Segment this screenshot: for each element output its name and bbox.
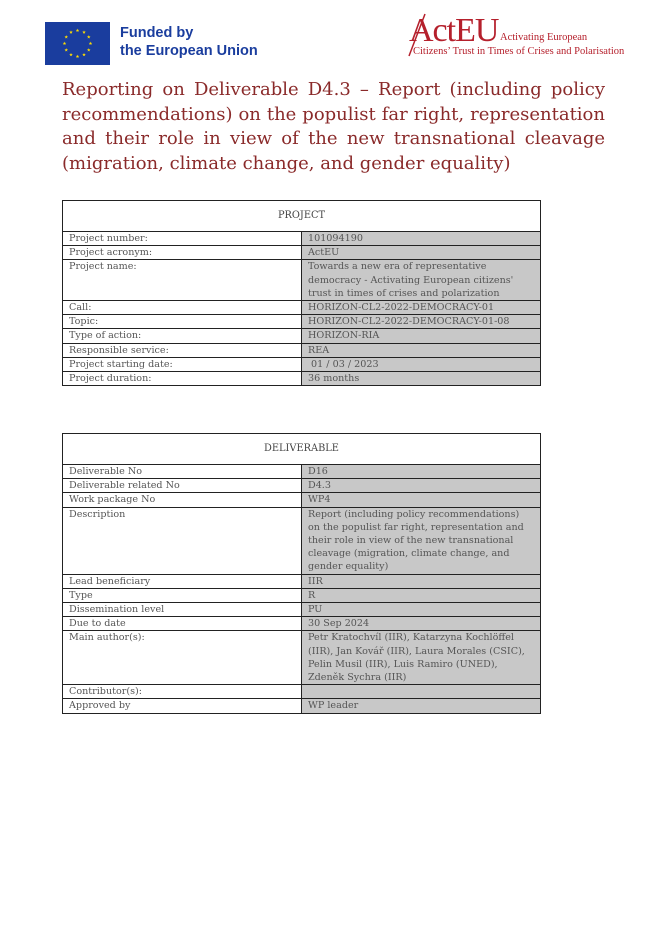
row-label: Lead beneficiary	[63, 574, 302, 588]
row-value: 01 / 03 / 2023	[302, 357, 541, 371]
table-row	[63, 246, 541, 260]
row-label: Project name:	[63, 260, 302, 301]
acteu-tagline-2: Citizens’ Trust in Times of Crises and Polarisation	[413, 46, 625, 57]
row-value: Report (including policy recommendations) on the populist far right, representation and their role in view of the new transnational cleavage (migration, climate change, and gender equality)	[302, 507, 541, 574]
row-label: Project acronym:	[63, 246, 302, 260]
deliverable-table	[62, 433, 541, 714]
table-row	[63, 699, 541, 713]
table-row	[63, 685, 541, 699]
row-label: Project number:	[63, 232, 302, 246]
row-value: Towards a new era of representative democracy - Activating European citizens' trust in times of crises and polarization	[302, 260, 541, 301]
table-row	[63, 357, 541, 371]
table-row	[63, 232, 541, 246]
row-value: 30 Sep 2024	[302, 617, 541, 631]
row-label: Project starting date:	[63, 357, 302, 371]
table-row	[63, 465, 541, 479]
deliverable-table-heading: DELIVERABLE	[63, 434, 541, 465]
row-value: HORIZON-CL2-2022-DEMOCRACY-01	[302, 301, 541, 315]
row-label: Approved by	[63, 699, 302, 713]
row-value: 101094190	[302, 232, 541, 246]
eu-funding-statement	[120, 24, 258, 60]
table-row	[63, 372, 541, 386]
row-label: Type	[63, 588, 302, 602]
row-value	[302, 685, 541, 699]
table-row	[63, 315, 541, 329]
row-value: REA	[302, 343, 541, 357]
project-table-heading: PROJECT	[63, 201, 541, 232]
row-value: ActEU	[302, 246, 541, 260]
row-value: WP leader	[302, 699, 541, 713]
acteu-logo	[405, 12, 645, 62]
row-value: IIR	[302, 574, 541, 588]
row-value: Petr Kratochvíl (IIR), Katarzyna Kochlöffel (IIR), Jan Kovář (IIR), Laura Morales (CSIC), Pelin Musil (IIR), Luis Ramiro (UNED), Zdeněk Sychra (IIR)	[302, 631, 541, 685]
row-value: PU	[302, 603, 541, 617]
table-row	[63, 617, 541, 631]
row-label: Work package No	[63, 493, 302, 507]
project-table-header-row	[63, 201, 541, 232]
project-table	[62, 200, 541, 386]
table-row	[63, 631, 541, 685]
row-value: WP4	[302, 493, 541, 507]
row-label: Type of action:	[63, 329, 302, 343]
eu-flag-logo	[45, 22, 110, 65]
row-label: Main author(s):	[63, 631, 302, 685]
row-label: Project duration:	[63, 372, 302, 386]
row-label: Responsible service:	[63, 343, 302, 357]
row-value: D16	[302, 465, 541, 479]
table-row	[63, 603, 541, 617]
table-row	[63, 588, 541, 602]
row-value: HORIZON-CL2-2022-DEMOCRACY-01-08	[302, 315, 541, 329]
row-value: 36 months	[302, 372, 541, 386]
deliverable-table-header-row	[63, 434, 541, 465]
table-row	[63, 329, 541, 343]
table-row	[63, 479, 541, 493]
eu-stars-icon	[45, 22, 110, 65]
row-label: Deliverable related No	[63, 479, 302, 493]
document-title: Reporting on Deliverable D4.3 – Report (including policy recommendations) on the populist far right, representation and their role in view of the new transnational cleavage (migration, climate change, and gender equality)	[62, 79, 605, 174]
eu-funding-line-2: the European Union	[120, 43, 258, 59]
row-label: Dissemination level	[63, 603, 302, 617]
row-value: R	[302, 588, 541, 602]
acteu-wordmark: ActEU	[409, 12, 499, 49]
table-row	[63, 260, 541, 301]
table-row	[63, 343, 541, 357]
row-label: Deliverable No	[63, 465, 302, 479]
row-label: Due to date	[63, 617, 302, 631]
eu-funding-line-1: Funded by	[120, 25, 194, 41]
row-label: Description	[63, 507, 302, 574]
acteu-tagline-1: Activating European	[500, 32, 588, 43]
table-row	[63, 574, 541, 588]
row-label: Call:	[63, 301, 302, 315]
table-row	[63, 493, 541, 507]
row-label: Contributor(s):	[63, 685, 302, 699]
row-label: Topic:	[63, 315, 302, 329]
row-value: D4.3	[302, 479, 541, 493]
row-value: HORIZON-RIA	[302, 329, 541, 343]
table-row	[63, 507, 541, 574]
table-row	[63, 301, 541, 315]
